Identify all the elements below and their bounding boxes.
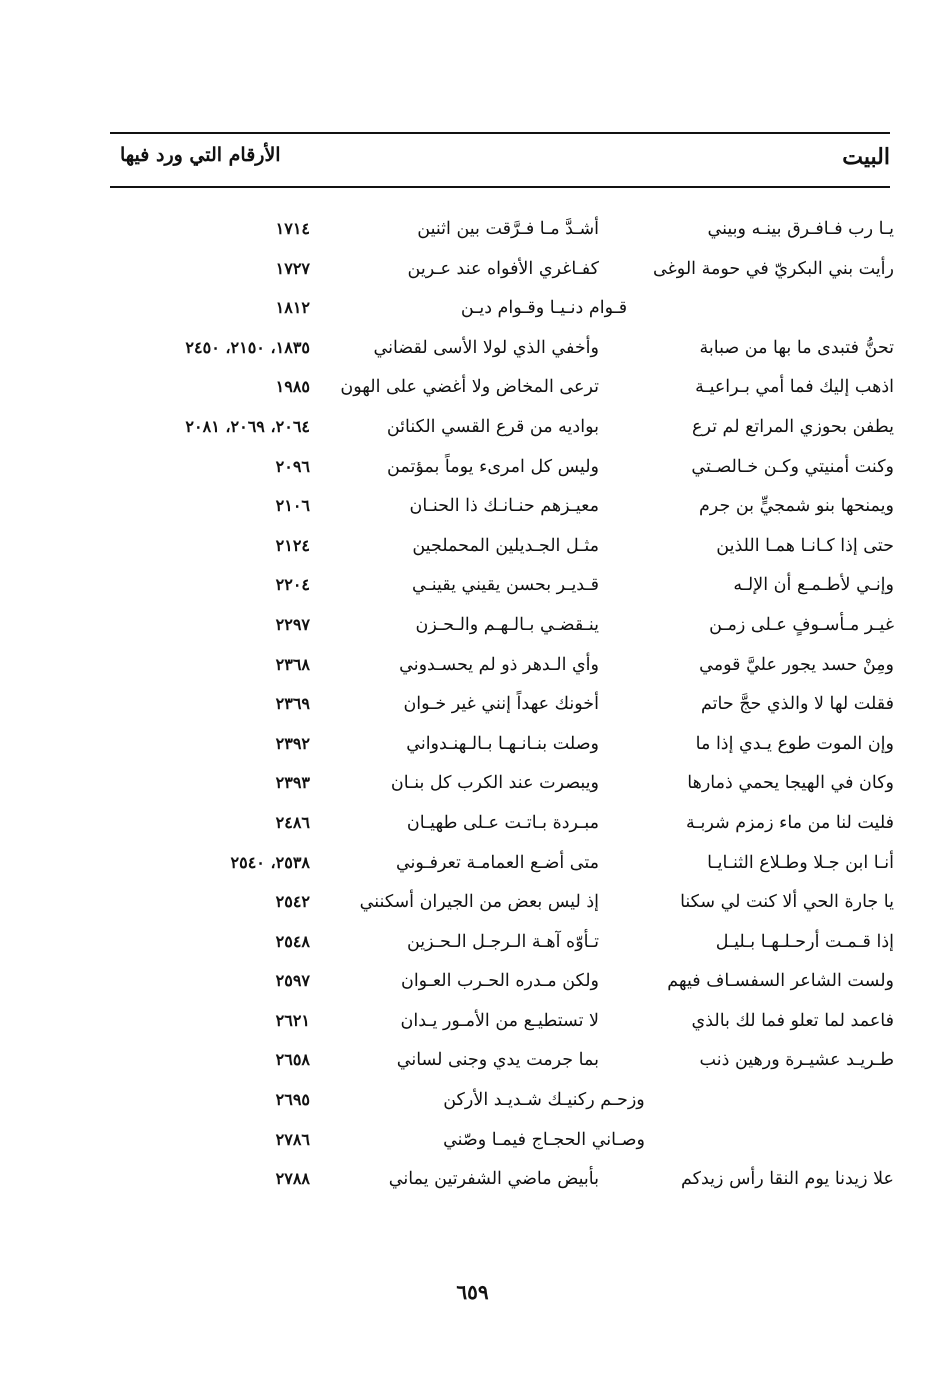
list-item bbox=[110, 1044, 894, 1084]
verse-second-hemistich: ولكن مـدره الحـرب العـوان bbox=[400, 971, 599, 992]
verse-second-hemistich: معيـزهم حنـانـك ذا الحنـان bbox=[409, 496, 599, 517]
list-item bbox=[110, 213, 894, 253]
reference-numbers: ١٩٨٥ bbox=[275, 377, 310, 397]
verse-second-hemistich: قـديـر بحسن يقيني يقينـي bbox=[412, 575, 599, 596]
verse-second-hemistich: لا تستطيـع من الأمـور يـدان bbox=[400, 1010, 599, 1031]
reference-numbers: ٢٣٩٢ bbox=[275, 733, 310, 753]
reference-numbers: ٢٦٩٥ bbox=[275, 1090, 310, 1110]
verse-first-hemistich: فاعمد لما تعلو فما لك بالذي bbox=[691, 1010, 894, 1031]
verse-second-hemistich: ترعى المخاض ولا أغضي على الهون bbox=[340, 377, 599, 398]
reference-numbers: ٢٦٥٨ bbox=[275, 1050, 310, 1070]
verse-first-hemistich: تحنُّ فتبدى ما بها من صبابة bbox=[699, 337, 894, 358]
verse-second-hemistich: إذ ليس بعض من الجيران أسكنني bbox=[359, 892, 599, 913]
reference-numbers: ٢٣٩٣ bbox=[275, 773, 310, 793]
numbers-column-heading: الأرقام التي ورد فيها bbox=[120, 144, 281, 166]
list-item bbox=[110, 530, 894, 570]
verse-first-hemistich: علا زيدنا يوم النقا رأس زيدكم bbox=[681, 1169, 894, 1190]
verse-first-hemistich: يطفن بحوزي المراتع لم ترع bbox=[692, 416, 894, 437]
verse-hemistich-center: وزحـم ركنيـك شـديـد الأركن bbox=[443, 1090, 645, 1111]
list-item bbox=[110, 728, 894, 768]
list-item bbox=[110, 1124, 894, 1164]
verse-second-hemistich: وصلت بنـانـهـا بـالـهنـدواني bbox=[406, 733, 599, 754]
verse-first-hemistich: وكنت أمنيتي وكـن خـالصـتي bbox=[691, 456, 894, 477]
verse-second-hemistich: متى أضـع العمامـة تعرفـوني bbox=[395, 852, 599, 873]
list-item bbox=[110, 451, 894, 491]
verse-second-hemistich: بما جرمت يدي وجنى لساني bbox=[396, 1050, 599, 1071]
verse-second-hemistich: وأخفي الذي لولا الأسى لقضاني bbox=[373, 337, 599, 358]
reference-numbers: ٢٢٠٤ bbox=[275, 575, 310, 595]
reference-numbers: ٢٧٨٨ bbox=[275, 1169, 310, 1189]
verse-second-hemistich: أشـدَّ مـا فـرَّقت بين اثنين bbox=[417, 219, 599, 239]
reference-numbers: ٢٤٨٦ bbox=[275, 812, 310, 832]
list-item bbox=[110, 569, 894, 609]
reference-numbers: ٢٦٢١ bbox=[275, 1010, 310, 1030]
list-item bbox=[110, 292, 894, 332]
verse-first-hemistich: حتى إذا كـانـا همـا اللذين bbox=[716, 535, 894, 556]
reference-numbers: ٢٥٤٨ bbox=[275, 931, 310, 951]
verse-first-hemistich: فليت لنا من ماء زمزم شربـة bbox=[685, 812, 894, 833]
reference-numbers: ١٧٢٧ bbox=[275, 258, 310, 278]
list-item bbox=[110, 886, 894, 926]
list-item bbox=[110, 411, 894, 451]
list-item bbox=[110, 490, 894, 530]
list-item bbox=[110, 807, 894, 847]
verse-first-hemistich: رأيت بني البكريّ في حومة الوغى bbox=[653, 258, 894, 279]
list-item bbox=[110, 253, 894, 293]
page-number: ٦٥٩ bbox=[456, 1280, 489, 1304]
table-header bbox=[110, 132, 890, 188]
reference-numbers: ١٨١٢ bbox=[275, 298, 310, 318]
reference-numbers: ٢٥٤٢ bbox=[275, 892, 310, 912]
verse-first-hemistich: يـا رب فـافـرق بينـه وبيني bbox=[707, 219, 894, 239]
list-item bbox=[110, 688, 894, 728]
verse-first-hemistich: اذهب إليك فما أمي بـراعيـة bbox=[695, 377, 894, 398]
list-item bbox=[110, 332, 894, 372]
reference-numbers: ٢٣٦٨ bbox=[275, 654, 310, 674]
reference-numbers: ٢٧٨٦ bbox=[275, 1129, 310, 1149]
verse-first-hemistich: وإنـي لأطـمـع أن الإلـه bbox=[733, 575, 894, 596]
verse-second-hemistich: ينـقضـي بـالـهـم والـحـزن bbox=[415, 614, 599, 635]
reference-numbers: ٢٥٩٧ bbox=[275, 971, 310, 991]
list-item bbox=[110, 926, 894, 966]
verse-index-list bbox=[110, 213, 894, 1203]
reference-numbers: ١٧١٤ bbox=[275, 219, 310, 238]
verse-first-hemistich: وكان في الهيجا يحمي ذمارها bbox=[687, 773, 894, 794]
reference-numbers: ٢١٠٦ bbox=[275, 496, 310, 516]
verse-second-hemistich: أخونك عهداً إنني غير خـوان bbox=[403, 694, 599, 715]
reference-numbers: ٢٢٩٧ bbox=[275, 614, 310, 634]
verse-second-hemistich: وأي الـدهر ذو لم يحسـدوني bbox=[399, 654, 599, 675]
verse-second-hemistich: بواديه من قرع القسي الكنائن bbox=[386, 416, 599, 437]
list-item bbox=[110, 1084, 894, 1124]
verse-hemistich-center: قـوام دنـيـا وقـوام ديـن bbox=[460, 298, 628, 319]
list-item bbox=[110, 649, 894, 689]
verse-first-hemistich: وإن الموت طوع يـدي إذا ما bbox=[695, 733, 894, 754]
verse-second-hemistich: ويبصرت عند الكرب كل بنـان bbox=[390, 773, 599, 794]
verse-first-hemistich: فقلت لها لا والذي حجَّ حاتم bbox=[700, 694, 894, 715]
verse-first-hemistich: إذا قـمـت أرحـلـهـا بـليـل bbox=[715, 931, 894, 952]
verse-first-hemistich: ويمنحها بنو شمجيٍّ بن جرم bbox=[698, 496, 894, 517]
list-item bbox=[110, 371, 894, 411]
verse-column-heading: البيت bbox=[842, 144, 890, 170]
reference-numbers: ٢٠٦٤، ٢٠٦٩، ٢٠٨١ bbox=[185, 416, 310, 436]
list-item bbox=[110, 767, 894, 807]
reference-numbers: ٢٣٦٩ bbox=[275, 694, 310, 714]
list-item bbox=[110, 609, 894, 649]
verse-second-hemistich: مثـل الجـديلين المحملجين bbox=[412, 535, 599, 556]
verse-second-hemistich: تـأوّه آهـة الـرجـل الـحـزين bbox=[406, 931, 599, 952]
verse-second-hemistich: مبـردة بـاتـت عـلى طهيـان bbox=[406, 812, 599, 833]
verse-second-hemistich: بأبيض ماضي الشفرتين يماني bbox=[388, 1169, 599, 1190]
verse-first-hemistich: ومِنْ حسد يجور عليَّ قومي bbox=[699, 654, 894, 675]
verse-first-hemistich: طـريـد عشيـرة ورهين ذنب bbox=[699, 1050, 894, 1071]
verse-second-hemistich: وليس كل امرىء يوماً بمؤتمن bbox=[387, 456, 599, 477]
verse-first-hemistich: أنـا ابن جـلا وطـلاع الثنـايـا bbox=[707, 852, 894, 873]
reference-numbers: ٢٥٣٨، ٢٥٤٠ bbox=[230, 852, 310, 872]
list-item bbox=[110, 847, 894, 887]
reference-numbers: ٢١٢٤ bbox=[275, 535, 310, 555]
reference-numbers: ٢٠٩٦ bbox=[275, 456, 310, 476]
list-item bbox=[110, 1163, 894, 1203]
list-item bbox=[110, 965, 894, 1005]
verse-second-hemistich: كفـاغري الأفواه عند عـرين bbox=[407, 258, 599, 279]
verse-hemistich-center: وصـاني الحجـاج فيمـا وصّني bbox=[443, 1129, 645, 1150]
verse-first-hemistich: ولست الشاعر السفسـاف فيهم bbox=[667, 971, 894, 992]
list-item bbox=[110, 1005, 894, 1045]
reference-numbers: ١٨٣٥، ٢١٥٠، ٢٤٥٠ bbox=[185, 337, 310, 357]
verse-first-hemistich: غيـر مـأسـوفٍ عـلى زمـن bbox=[709, 614, 894, 635]
verse-first-hemistich: يا جارة الحي ألا كنت لي سكنا bbox=[680, 892, 894, 913]
